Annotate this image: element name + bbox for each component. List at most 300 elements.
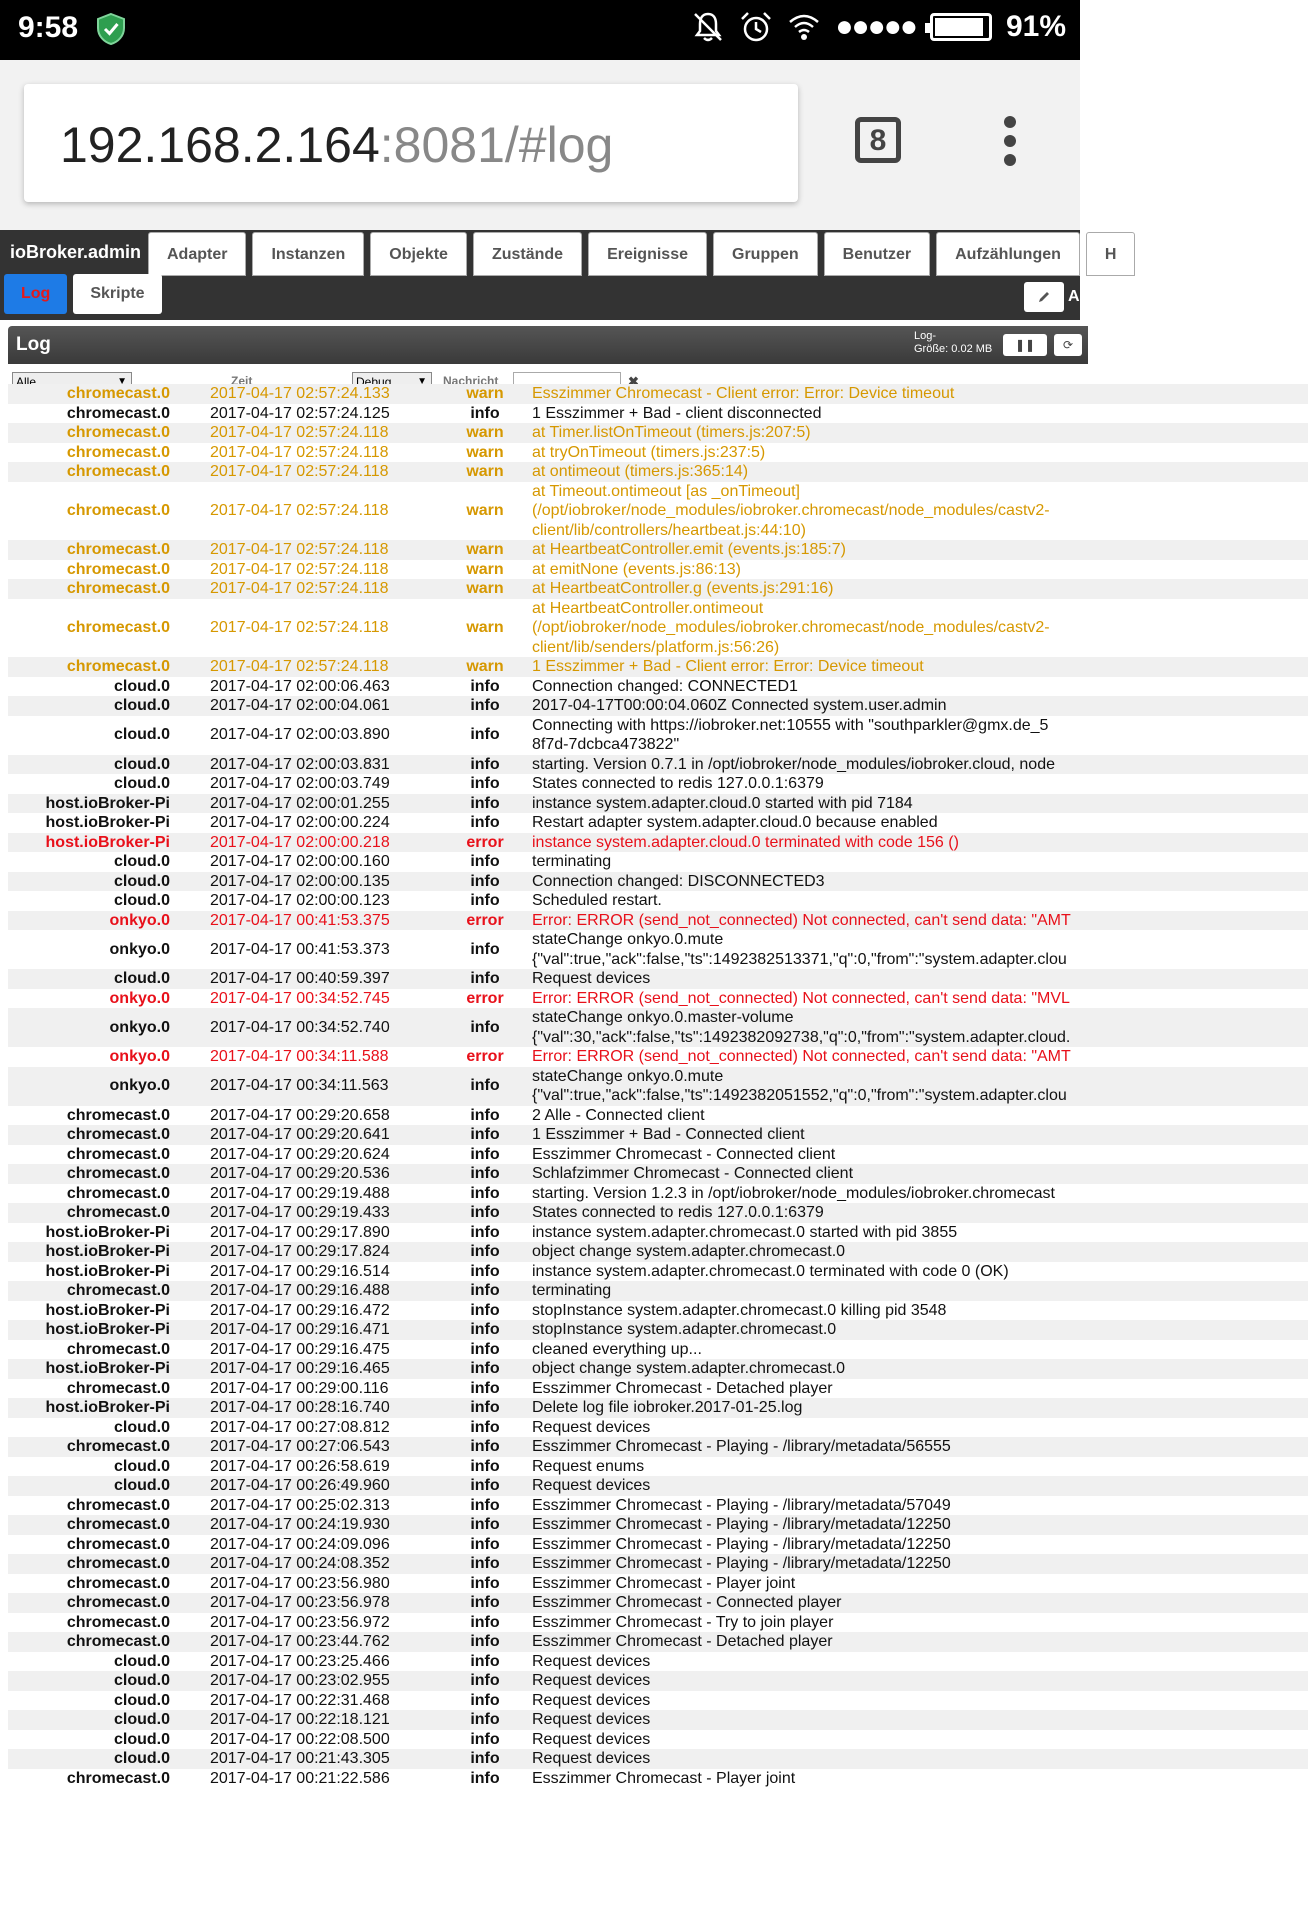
log-row [8, 384, 1308, 404]
log-message: starting. Version 1.2.3 in /opt/iobroker/node_modules/iobroker.chromecast [532, 1184, 1055, 1202]
log-row [8, 833, 1308, 853]
log-row [8, 1125, 1308, 1145]
log-severity: warn [466, 385, 504, 402]
log-severity: info [470, 1243, 500, 1260]
log-message: at HeartbeatController.emit (events.js:185:7) [532, 541, 846, 558]
log-row [8, 1106, 1308, 1126]
clear-filter-icon[interactable]: ✖ [628, 374, 639, 389]
log-source: chromecast.0 [66, 1282, 170, 1299]
log-size: Log- Größe: 0.02 MB [914, 330, 993, 355]
log-source: cloud.0 [113, 1730, 170, 1748]
log-message: instance system.adapter.chromecast.0 started with pid 3855 [532, 1223, 958, 1241]
signal-dots-icon: ●●●●● [835, 10, 916, 43]
battery-icon [930, 13, 992, 41]
log-severity: info [470, 1574, 500, 1592]
log-source: chromecast.0 [66, 658, 170, 675]
log-source: host.ioBroker-Pi [45, 1243, 170, 1260]
tab-switcher-button[interactable]: 8 [855, 117, 901, 163]
log-source: chromecast.0 [66, 1555, 170, 1572]
log-row [8, 423, 1308, 443]
log-row [8, 1379, 1308, 1399]
mute-icon [691, 10, 725, 44]
log-severity: info [470, 1399, 500, 1416]
log-row [8, 1749, 1308, 1769]
log-row [8, 930, 1308, 969]
log-source: host.ioBroker-Pi [45, 833, 170, 851]
log-message: Esszimmer Chromecast - Connected client [532, 1145, 836, 1163]
log-message: Error: ERROR (send_not_connected) Not connected, can't send data: "AMT [532, 911, 1071, 929]
log-severity: info [470, 1282, 500, 1299]
log-source: chromecast.0 [66, 541, 170, 558]
log-row [8, 1710, 1308, 1730]
log-row [8, 1418, 1308, 1438]
log-time: 2017-04-17 00:29:19.488 [210, 1184, 390, 1202]
log-time: 2017-04-17 00:23:56.980 [210, 1574, 390, 1592]
log-row [8, 1047, 1308, 1067]
log-severity: info [470, 1262, 500, 1280]
log-source: cloud.0 [113, 1418, 170, 1436]
log-time: 2017-04-17 02:57:24.118 [210, 619, 389, 636]
log-message: Request devices [532, 1730, 651, 1748]
log-message: Esszimmer Chromecast - Playing - /library/metadata/12250 [532, 1516, 951, 1533]
tab-instanzen[interactable]: Instanzen [252, 232, 364, 276]
log-source: onkyo.0 [109, 911, 170, 929]
log-message: Request devices [532, 1652, 651, 1670]
log-row [8, 540, 1308, 560]
tab-skripte[interactable]: Skripte [73, 274, 161, 314]
log-row [8, 1593, 1308, 1613]
log-source: chromecast.0 [66, 1496, 170, 1514]
log-source: chromecast.0 [66, 1535, 170, 1553]
log-time: 2017-04-17 00:29:20.641 [210, 1126, 390, 1143]
log-row [8, 1769, 1308, 1789]
log-severity: info [470, 1730, 500, 1748]
log-severity: info [470, 1379, 500, 1397]
log-severity: error [466, 833, 504, 851]
log-row [8, 1320, 1308, 1340]
log-severity: info [470, 1018, 500, 1036]
log-message: cleaned everything up... [532, 1340, 702, 1358]
log-time: 2017-04-17 02:57:24.118 [210, 541, 389, 558]
log-message: at Timeout.ontimeout [as _onTimeout] (/opt/iobroker/node_modules/iobroker.chromecast/node_modules/castv2- client/lib/controllers/heartbeat.js:44:10) [532, 482, 1050, 539]
log-severity: info [470, 1360, 500, 1377]
log-message: starting. Version 0.7.1 in /opt/iobroker/node_modules/iobroker.cloud, node [532, 755, 1055, 773]
log-source: chromecast.0 [66, 404, 170, 422]
log-time: 2017-04-17 00:25:02.313 [210, 1496, 390, 1514]
address-bar[interactable] [24, 84, 798, 202]
log-row [8, 1457, 1308, 1477]
tab-benutzer[interactable]: Benutzer [824, 232, 930, 276]
log-row [8, 969, 1308, 989]
log-time: 2017-04-17 00:29:19.433 [210, 1204, 390, 1221]
log-message: Esszimmer Chromecast - Detached player [532, 1633, 833, 1650]
log-severity: error [466, 911, 504, 929]
log-message: at tryOnTimeout (timers.js:237:5) [532, 443, 766, 461]
log-time: 2017-04-17 02:57:24.118 [210, 463, 389, 480]
log-time: 2017-04-17 00:22:31.468 [210, 1691, 390, 1709]
log-source: chromecast.0 [66, 1340, 170, 1358]
log-time: 2017-04-17 00:26:49.960 [210, 1477, 390, 1494]
log-source: chromecast.0 [66, 502, 170, 519]
log-source: chromecast.0 [66, 580, 170, 597]
log-message: at emitNone (events.js:86:13) [532, 560, 741, 578]
log-time: 2017-04-17 00:24:19.930 [210, 1516, 390, 1533]
log-time: 2017-04-17 00:29:16.488 [210, 1282, 390, 1299]
log-row [8, 1145, 1308, 1165]
log-severity: info [470, 1457, 500, 1475]
log-source: onkyo.0 [109, 989, 170, 1007]
app-header [0, 230, 1117, 320]
log-time: 2017-04-17 00:24:08.352 [210, 1555, 390, 1572]
log-row [8, 677, 1308, 697]
tab-ereignisse[interactable]: Ereignisse [588, 232, 707, 276]
log-time: 2017-04-17 02:00:00.218 [210, 833, 390, 851]
log-severity: info [470, 1340, 500, 1358]
log-time: 2017-04-17 00:34:11.563 [210, 1077, 389, 1095]
log-message: instance system.adapter.cloud.0 started with pid 7184 [532, 794, 913, 812]
log-time: 2017-04-17 00:29:17.890 [210, 1223, 390, 1241]
log-time: 2017-04-17 02:00:04.061 [210, 697, 390, 714]
log-time: 2017-04-17 02:00:00.123 [210, 892, 390, 909]
log-message: terminating [532, 853, 612, 870]
tab-objekte[interactable]: Objekte [370, 232, 467, 276]
log-source: host.ioBroker-Pi [45, 1262, 170, 1280]
log-severity: info [470, 1106, 500, 1124]
log-row [8, 1613, 1308, 1633]
log-source: cloud.0 [113, 1711, 170, 1728]
log-message: 2017-04-17T00:00:04.060Z Connected system.user.admin [532, 697, 947, 714]
log-message: Request devices [532, 1711, 651, 1728]
log-time: 2017-04-17 02:00:01.255 [210, 794, 390, 812]
log-severity: error [466, 989, 504, 1007]
log-severity: info [470, 1594, 500, 1611]
log-time: 2017-04-17 00:34:52.740 [210, 1018, 390, 1036]
log-row [8, 1340, 1308, 1360]
log-source: chromecast.0 [66, 1165, 170, 1182]
log-source: onkyo.0 [109, 1018, 170, 1036]
log-time: 2017-04-17 02:00:00.224 [210, 814, 390, 831]
log-row [8, 1067, 1308, 1106]
log-message: Esszimmer Chromecast - Playing - /library/metadata/12250 [532, 1555, 951, 1572]
log-time: 2017-04-17 00:22:08.500 [210, 1730, 390, 1748]
log-source: cloud.0 [113, 872, 170, 890]
log-time: 2017-04-17 00:34:11.588 [210, 1048, 389, 1065]
log-time: 2017-04-17 00:23:56.978 [210, 1594, 390, 1611]
url-path: :8081/#log [379, 117, 614, 173]
log-time: 2017-04-17 02:57:24.118 [210, 580, 389, 597]
log-source: host.ioBroker-Pi [45, 1321, 170, 1338]
log-message: 1 Esszimmer + Bad - Client error: Error: Device timeout [532, 658, 924, 675]
log-severity: error [466, 1048, 504, 1065]
log-severity: info [470, 1672, 500, 1689]
log-message: Scheduled restart. [532, 892, 662, 909]
log-severity: info [470, 872, 500, 890]
refresh-button[interactable]: ⟳ [1054, 334, 1082, 356]
log-severity: info [470, 1321, 500, 1338]
chevron-down-icon: ▼ [417, 376, 427, 387]
log-time: 2017-04-17 02:57:24.133 [210, 385, 390, 402]
browser-menu-icon[interactable] [1000, 116, 1020, 174]
log-message: Restart adapter system.adapter.cloud.0 because enabled [532, 814, 938, 831]
tab-adapter[interactable]: Adapter [148, 232, 246, 276]
log-source: chromecast.0 [66, 1594, 170, 1611]
log-row [8, 911, 1308, 931]
log-time: 2017-04-17 02:57:24.118 [210, 443, 389, 461]
log-message: 1 Esszimmer + Bad - client disconnected [532, 404, 822, 422]
log-severity: warn [466, 580, 504, 597]
log-message: 1 Esszimmer + Bad - Connected client [532, 1126, 805, 1143]
log-row [8, 1301, 1308, 1321]
log-row [8, 560, 1308, 580]
log-time: 2017-04-17 02:00:03.890 [210, 726, 390, 744]
log-row [8, 1496, 1308, 1516]
edit-button[interactable] [1024, 282, 1064, 312]
log-severity: info [470, 677, 500, 695]
log-message: stateChange onkyo.0.mute {"val":true,"ack":false,"ts":1492382513371,"q":0,"from":"system.adapter.clou [532, 931, 1067, 968]
log-row [8, 1476, 1308, 1496]
log-row [8, 657, 1308, 677]
log-severity: info [470, 1438, 500, 1455]
log-row [8, 1359, 1308, 1379]
log-message: Error: ERROR (send_not_connected) Not connected, can't send data: "AMT [532, 1048, 1071, 1065]
log-source: chromecast.0 [66, 1438, 170, 1455]
log-source: chromecast.0 [66, 385, 170, 402]
log-row [8, 1730, 1308, 1750]
log-row [8, 1164, 1308, 1184]
sub-tabs [4, 274, 162, 314]
log-message: Request devices [532, 1750, 651, 1767]
log-severity: info [470, 1535, 500, 1553]
log-severity: info [470, 853, 500, 870]
log-time: 2017-04-17 00:29:16.472 [210, 1301, 390, 1319]
tab-log[interactable]: Log [4, 274, 67, 314]
log-time: 2017-04-17 00:29:20.658 [210, 1106, 390, 1124]
log-time: 2017-04-17 00:27:08.812 [210, 1418, 390, 1436]
log-severity: info [470, 1223, 500, 1241]
log-time: 2017-04-17 00:21:43.305 [210, 1750, 390, 1767]
log-time: 2017-04-17 00:29:16.475 [210, 1340, 390, 1358]
log-time: 2017-04-17 00:40:59.397 [210, 970, 390, 987]
log-row [8, 1262, 1308, 1282]
log-severity: warn [466, 541, 504, 558]
log-row [8, 794, 1308, 814]
log-time: 2017-04-17 00:26:58.619 [210, 1457, 390, 1475]
log-message: instance system.adapter.cloud.0 terminated with code 156 () [532, 833, 959, 851]
log-message: Esszimmer Chromecast - Detached player [532, 1379, 833, 1397]
log-message: Request devices [532, 970, 651, 987]
log-severity: warn [466, 424, 504, 441]
log-row [8, 1554, 1308, 1574]
log-list[interactable] [8, 385, 1080, 1920]
log-source: cloud.0 [113, 853, 170, 870]
log-message: Request enums [532, 1457, 645, 1475]
log-severity: info [470, 1633, 500, 1650]
log-severity: info [470, 892, 500, 909]
log-row [8, 1515, 1308, 1535]
log-message: Esszimmer Chromecast - Playing - /library/metadata/57049 [532, 1496, 951, 1514]
log-time: 2017-04-17 02:57:24.118 [210, 658, 389, 675]
log-source: chromecast.0 [66, 1184, 170, 1202]
log-row [8, 1203, 1308, 1223]
log-row [8, 989, 1308, 1009]
log-source: chromecast.0 [66, 1516, 170, 1533]
log-source: host.ioBroker-Pi [45, 1223, 170, 1241]
log-message: Esszimmer Chromecast - Try to join player [532, 1613, 834, 1631]
log-message: stateChange onkyo.0.mute {"val":true,"ack":false,"ts":1492382051552,"q":0,"from":"system.adapter.clou [532, 1067, 1067, 1104]
log-severity: info [470, 1126, 500, 1143]
log-severity: info [470, 1477, 500, 1494]
log-row [8, 1652, 1308, 1672]
log-severity: warn [466, 463, 504, 480]
log-source: cloud.0 [113, 892, 170, 909]
log-message: stateChange onkyo.0.master-volume {"val":30,"ack":false,"ts":1492382092738,"q":0,"from":"system.adapter.cloud. [532, 1009, 1071, 1046]
browser-toolbar [0, 60, 1080, 230]
log-row [8, 872, 1308, 892]
log-time: 2017-04-17 02:57:24.125 [210, 404, 390, 422]
log-severity: info [470, 1613, 500, 1631]
log-source: cloud.0 [113, 755, 170, 773]
log-time: 2017-04-17 02:00:03.749 [210, 775, 390, 792]
log-row [8, 1223, 1308, 1243]
log-severity: info [470, 1769, 500, 1787]
pause-button[interactable]: ❚❚ [1003, 334, 1047, 356]
app-title: ioBroker.admin [10, 242, 142, 262]
log-time: 2017-04-17 00:23:02.955 [210, 1672, 390, 1689]
log-time: 2017-04-17 00:24:09.096 [210, 1535, 390, 1553]
log-row [8, 755, 1308, 775]
tab-zustaende[interactable]: Zustände [473, 232, 582, 276]
log-source: host.ioBroker-Pi [45, 1399, 170, 1416]
status-bar [0, 0, 1080, 60]
log-severity: warn [466, 619, 504, 636]
log-message: 2 Alle - Connected client [532, 1106, 705, 1124]
log-time: 2017-04-17 02:00:06.463 [210, 677, 390, 695]
log-panel-header [8, 326, 1088, 364]
log-severity: info [470, 1750, 500, 1767]
log-message: Request devices [532, 1691, 651, 1709]
tab-aufzaehlungen[interactable]: Aufzählungen [936, 232, 1080, 276]
column-header-message: Nachricht [443, 374, 499, 388]
log-time: 2017-04-17 02:00:03.831 [210, 755, 390, 773]
log-message: instance system.adapter.chromecast.0 terminated with code 0 (OK) [532, 1262, 1009, 1280]
log-severity: info [470, 1418, 500, 1436]
log-row [8, 813, 1308, 833]
level-filter-value: Debug [356, 375, 392, 389]
log-message: States connected to redis 127.0.0.1:6379 [532, 775, 824, 792]
log-source: chromecast.0 [66, 1613, 170, 1631]
log-row [8, 1691, 1308, 1711]
alarm-icon [739, 10, 773, 44]
log-severity: info [470, 1301, 500, 1319]
log-message: Esszimmer Chromecast - Connected player [532, 1594, 842, 1611]
log-source: chromecast.0 [66, 463, 170, 480]
log-severity: info [470, 940, 500, 958]
log-severity: info [470, 1516, 500, 1533]
log-source: chromecast.0 [66, 1204, 170, 1221]
log-severity: info [470, 794, 500, 812]
log-severity: info [470, 697, 500, 714]
log-message: Esszimmer Chromecast - Player joint [532, 1769, 796, 1787]
log-severity: warn [466, 560, 504, 578]
log-time: 2017-04-17 00:23:44.762 [210, 1633, 390, 1650]
log-source: chromecast.0 [66, 1126, 170, 1143]
log-source: chromecast.0 [66, 560, 170, 578]
log-row [8, 579, 1308, 599]
log-source: cloud.0 [113, 697, 170, 714]
log-source: onkyo.0 [109, 1077, 170, 1095]
chevron-down-icon: ▼ [117, 376, 127, 387]
log-message: Esszimmer Chromecast - Client error: Error: Device timeout [532, 385, 955, 402]
log-row [8, 1184, 1308, 1204]
log-time: 2017-04-17 00:29:00.116 [210, 1379, 389, 1397]
log-time: 2017-04-17 00:29:17.824 [210, 1243, 390, 1260]
log-message: Connection changed: CONNECTED1 [532, 677, 798, 695]
log-time: 2017-04-17 00:29:20.624 [210, 1145, 390, 1163]
log-severity: info [470, 1652, 500, 1670]
edit-label: A [1068, 288, 1080, 305]
log-source: cloud.0 [113, 1691, 170, 1709]
log-source: chromecast.0 [66, 443, 170, 461]
log-message: States connected to redis 127.0.0.1:6379 [532, 1204, 824, 1221]
tab-gruppen[interactable]: Gruppen [713, 232, 818, 276]
log-message: stopInstance system.adapter.chromecast.0 killing pid 3548 [532, 1301, 947, 1319]
log-row [8, 852, 1308, 872]
status-time: 9:58 [18, 11, 79, 44]
log-source: cloud.0 [113, 726, 170, 744]
pencil-icon [1037, 290, 1051, 304]
log-message: Schlafzimmer Chromecast - Connected client [532, 1165, 854, 1182]
log-source: cloud.0 [113, 1457, 170, 1475]
log-source: chromecast.0 [66, 1379, 170, 1397]
log-row [8, 1242, 1308, 1262]
log-row [8, 1281, 1308, 1301]
log-time: 2017-04-17 02:57:24.118 [210, 502, 389, 519]
log-time: 2017-04-17 00:28:16.740 [210, 1399, 390, 1416]
log-severity: info [470, 1711, 500, 1728]
url-host: 192.168.2.164 [60, 117, 380, 173]
log-source: chromecast.0 [66, 1633, 170, 1650]
log-time: 2017-04-17 02:00:00.135 [210, 872, 390, 890]
log-message: Esszimmer Chromecast - Playing - /library/metadata/56555 [532, 1438, 951, 1455]
log-time: 2017-04-17 02:57:24.118 [210, 560, 389, 578]
log-severity: info [470, 1145, 500, 1163]
log-row [8, 443, 1308, 463]
log-message: terminating [532, 1282, 612, 1299]
log-severity: info [470, 775, 500, 792]
tab-hosts[interactable]: H [1086, 232, 1136, 276]
log-row [8, 462, 1308, 482]
log-source: host.ioBroker-Pi [45, 794, 170, 812]
log-message: at HeartbeatController.ontimeout (/opt/iobroker/node_modules/iobroker.chromecast/node_modules/castv2- client/lib/senders/platform.js:56:26) [532, 599, 1050, 656]
main-tabs [148, 232, 1135, 276]
log-time: 2017-04-17 00:41:53.375 [210, 911, 390, 929]
log-source: chromecast.0 [66, 424, 170, 441]
log-message: Esszimmer Chromecast - Playing - /library/metadata/12250 [532, 1535, 951, 1553]
log-source: chromecast.0 [66, 1145, 170, 1163]
log-time: 2017-04-17 00:29:20.536 [210, 1165, 390, 1182]
log-message: Request devices [532, 1672, 651, 1689]
log-row [8, 774, 1308, 794]
log-source: chromecast.0 [66, 1574, 170, 1592]
log-severity: info [470, 1165, 500, 1182]
log-severity: info [470, 814, 500, 831]
log-row [8, 1398, 1308, 1418]
log-time: 2017-04-17 02:57:24.118 [210, 424, 389, 441]
log-time: 2017-04-17 00:21:22.586 [210, 1769, 390, 1787]
log-message: Delete log file iobroker.2017-01-25.log [532, 1399, 803, 1416]
log-row [8, 716, 1308, 755]
log-source: cloud.0 [113, 1477, 170, 1494]
